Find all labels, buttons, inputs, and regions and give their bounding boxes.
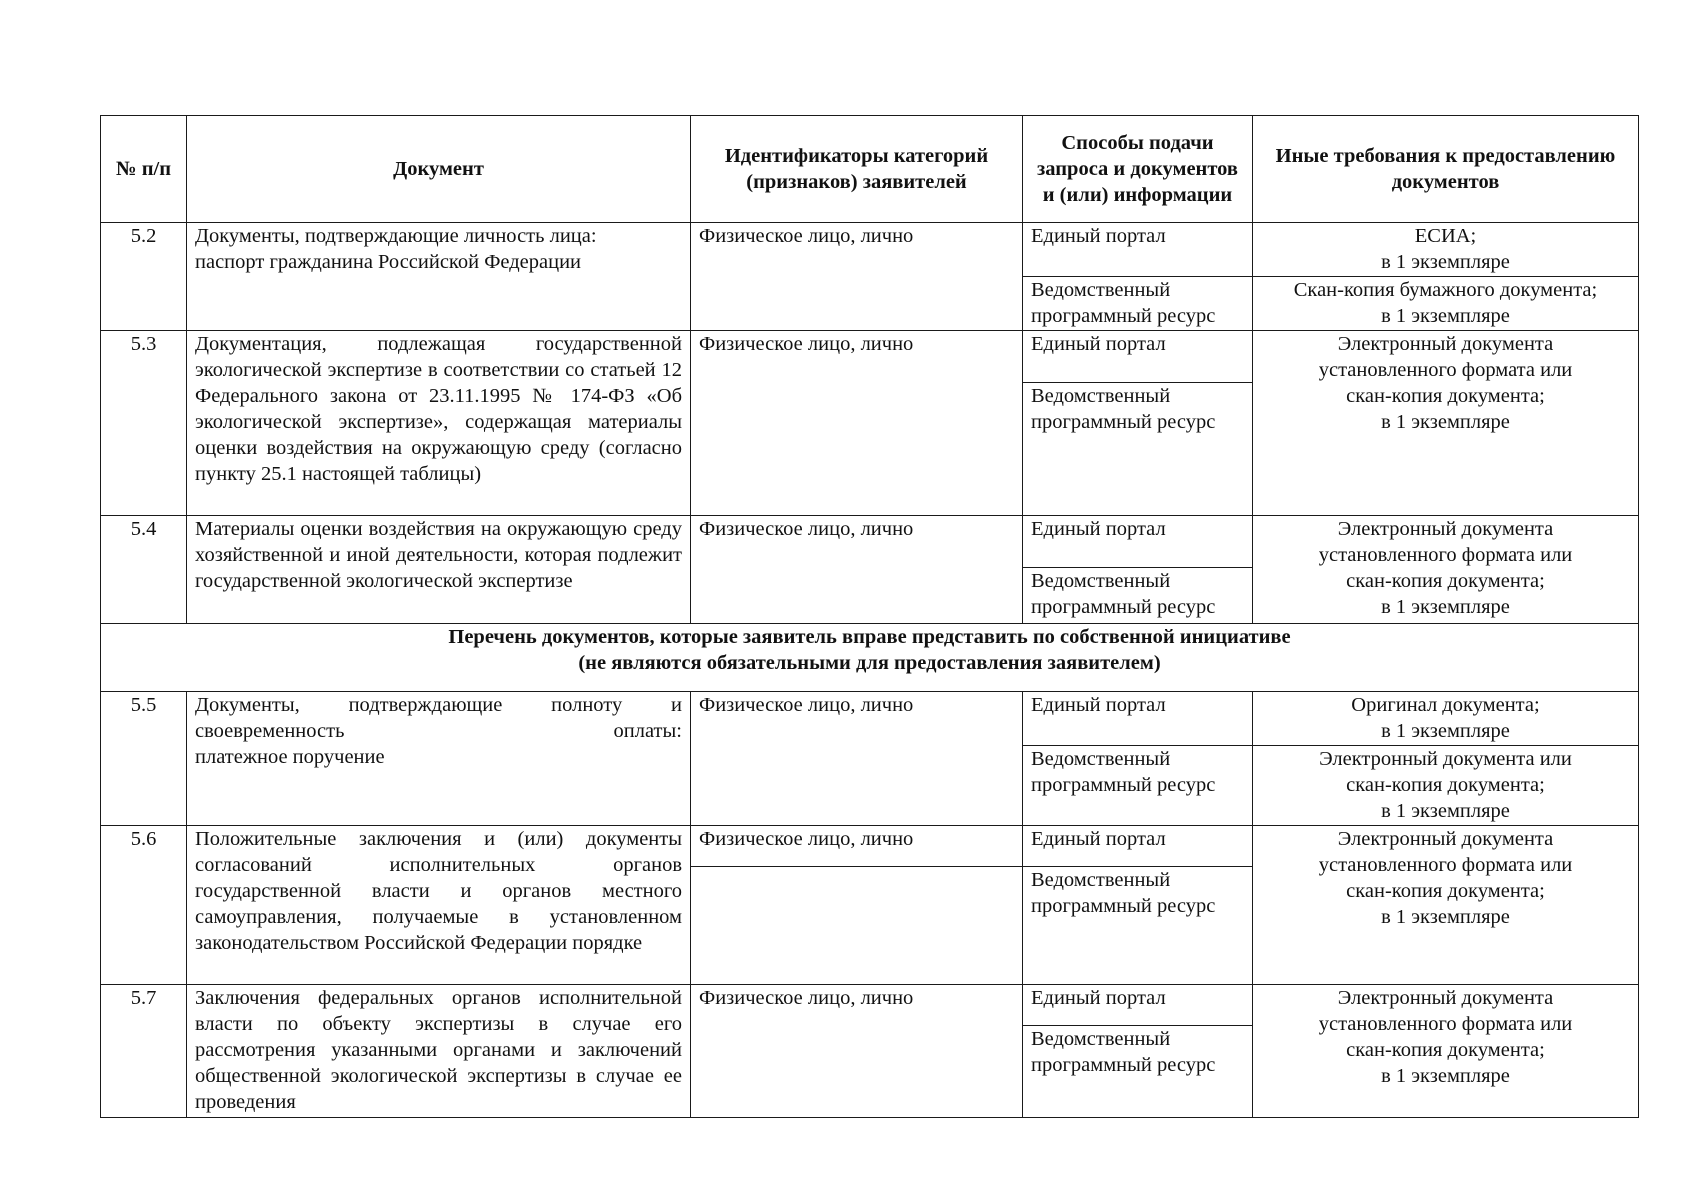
method-cell: Ведомственный программный ресурс [1023,277,1253,331]
row-number: 5.4 [101,516,187,624]
requirement-text: Электронный документа [1337,987,1554,1009]
requirement-text: в 1 экземпляре [1381,251,1510,273]
requirement-cell [1253,826,1639,985]
requirement-text: Электронный документа или [1319,748,1572,770]
document-cell [187,692,691,826]
requirement-text: установленного формата или [1318,544,1573,566]
document-cell: Положительные заключения и (или) документы согласований исполнительных органов государственной власти и органов местного самоуправления, получаемые в установленном законодательством Российской Федерации порядке [187,826,691,985]
document-text: Документы, подтверждающие личность лица: [195,225,597,247]
method-cell: Единый портал [1023,826,1253,867]
category-cell: Физическое лицо, лично [691,223,1023,331]
header-num: № п/п [101,116,187,223]
category-cell-empty [691,867,1023,985]
table-row [101,826,1639,867]
requirement-text: Электронный документа [1337,518,1554,540]
method-cell: Единый портал [1023,692,1253,746]
requirement-text: Электронный документа [1337,333,1554,355]
requirement-text: Оригинал документа; [1351,694,1540,716]
document-cell: Заключения федеральных органов исполнительной власти по объекту экспертизы в случае его рассмотрения указанными органами и заключений общественной экологической экспертизы в случае ее проведения [187,985,691,1118]
row-number: 5.6 [101,826,187,985]
section-heading-line: (не являются обязательными для предоставления заявителем) [578,652,1161,674]
table-row [101,692,1639,746]
table-row [101,331,1639,383]
requirement-text: в 1 экземпляре [1381,906,1510,928]
method-cell: Единый портал [1023,985,1253,1026]
requirement-text: установленного формата или [1318,359,1573,381]
section-heading-line: Перечень документов, которые заявитель вправе представить по собственной инициативе [448,626,1291,648]
requirement-cell [1253,746,1639,826]
category-cell: Физическое лицо, лично [691,826,1023,867]
requirement-text: скан-копия документа; [1346,774,1545,796]
method-cell: Ведомственный программный ресурс [1023,867,1253,985]
method-cell: Ведомственный программный ресурс [1023,746,1253,826]
category-cell: Физическое лицо, лично [691,331,1023,516]
document-text: платежное поручение [195,746,385,768]
documents-table [100,115,1639,1118]
requirement-text: скан-копия документа; [1346,880,1545,902]
document-cell [187,223,691,331]
table-row [101,516,1639,568]
header-document: Документ [187,116,691,223]
row-number: 5.7 [101,985,187,1118]
method-cell: Единый портал [1023,516,1253,568]
requirement-text: Электронный документа [1337,828,1554,850]
section-heading [101,624,1639,692]
requirement-text: в 1 экземпляре [1381,411,1510,433]
requirement-text: Скан-копия бумажного документа; [1293,279,1598,301]
requirement-text: установленного формата или [1318,1013,1573,1035]
requirement-text: в 1 экземпляре [1381,305,1510,327]
requirement-cell [1253,277,1639,331]
document-text: Документы, подтверждающие полноту и своевременность оплаты: [195,694,682,742]
requirement-cell [1253,692,1639,746]
section-row [101,624,1639,692]
table-row [101,223,1639,277]
row-number: 5.5 [101,692,187,826]
header-categories: Идентификаторы категорий (признаков) заявителей [691,116,1023,223]
header-methods: Способы подачи запроса и документов и (или) информации [1023,116,1253,223]
requirement-cell [1253,516,1639,624]
row-number: 5.3 [101,331,187,516]
method-cell: Единый портал [1023,223,1253,277]
requirement-cell [1253,223,1639,277]
requirement-text: скан-копия документа; [1346,570,1545,592]
requirement-cell [1253,331,1639,516]
requirement-text: в 1 экземпляре [1381,1065,1510,1087]
document-cell: Материалы оценки воздействия на окружающую среду хозяйственной и иной деятельности, которая подлежит государственной экологической экспертизе [187,516,691,624]
requirement-text: в 1 экземпляре [1381,596,1510,618]
requirement-text: ЕСИА; [1414,225,1477,247]
document-cell: Документация, подлежащая государственной экологической экспертизе в соответствии со статьей 12 Федерального закона от 23.11.1995 № 174-ФЗ «Об экологической экспертизе», содержащая материалы оценки воздействия на окружающую среду (согласно пункту 25.1 настоящей таблицы) [187,331,691,516]
header-row [101,116,1639,223]
category-cell: Физическое лицо, лично [691,985,1023,1118]
header-requirements: Иные требования к предоставлению документов [1253,116,1639,223]
category-cell: Физическое лицо, лично [691,692,1023,826]
requirement-text: в 1 экземпляре [1381,800,1510,822]
document-text: паспорт гражданина Российской Федерации [195,251,582,273]
requirement-cell [1253,985,1639,1118]
category-cell: Физическое лицо, лично [691,516,1023,624]
method-cell: Ведомственный программный ресурс [1023,383,1253,516]
requirement-text: скан-копия документа; [1346,385,1545,407]
requirement-text: скан-копия документа; [1346,1039,1545,1061]
method-cell: Ведомственный программный ресурс [1023,568,1253,624]
requirement-text: установленного формата или [1318,854,1573,876]
row-number: 5.2 [101,223,187,331]
method-cell: Единый портал [1023,331,1253,383]
requirement-text: в 1 экземпляре [1381,720,1510,742]
table-row [101,985,1639,1026]
method-cell: Ведомственный программный ресурс [1023,1026,1253,1118]
